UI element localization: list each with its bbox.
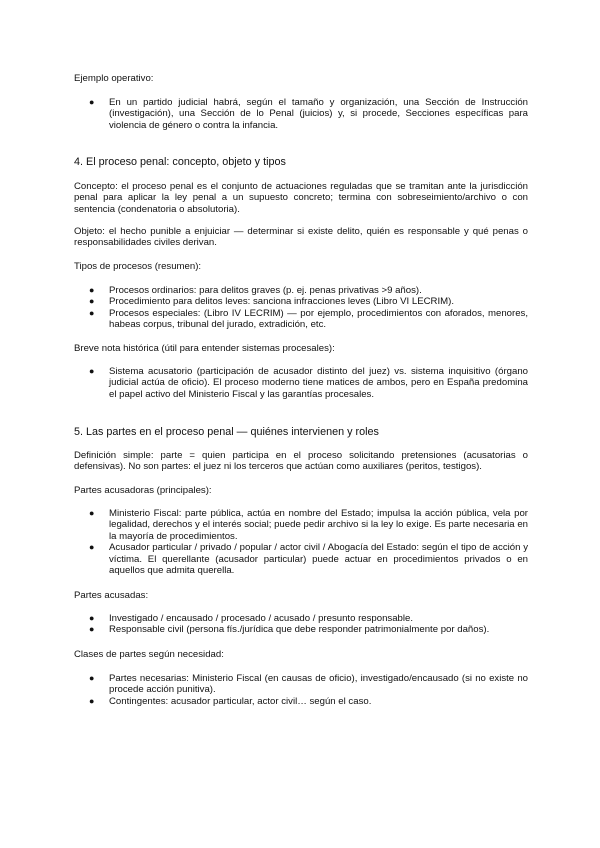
bullet-icon: ●: [89, 542, 95, 553]
s4-nota-list: [74, 366, 528, 400]
s4-objeto: Objeto: el hecho punible a enjuiciar — determinar si existe delito, quién es responsable y qué penas o responsabilidades civiles derivan.: [74, 226, 528, 249]
list-item: ● Procedimiento para delitos leves: sanciona infracciones leves (Libro VI LECRIM).: [89, 296, 455, 308]
section-4-title: 4. El proceso penal: concepto, objeto y tipos: [74, 156, 286, 168]
list-item: ● Procesos especiales: (Libro IV LECRIM) — por ejemplo, procedimientos con aforados, menores, habeas corpus, tribunal del jurado, extradición, etc.: [89, 307, 528, 331]
list-item: ● Investigado / encausado / procesado / acusado / presunto responsable.: [89, 613, 414, 624]
list-item: ● Acusador particular / privado / popular / actor civil / Abogacía del Estado: según el tipo de acción y víctima. El querellante (acusador particular) puede actuar en procedimientos privados o en aquellos que admita querella.: [89, 542, 528, 577]
s4-tipos-label: Tipos de procesos (resumen):: [74, 261, 202, 272]
bullet-icon: ●: [89, 366, 95, 376]
ejemplo-label: Ejemplo operativo:: [74, 73, 154, 84]
list-item: ● Responsable civil (persona fís./jurídica que debe responder patrimonialmente por daños).: [89, 624, 490, 636]
bullet-icon: ●: [89, 307, 95, 318]
list-item: ● En un partido judicial habrá, según el tamaño y organización, una Sección de Instrucción (investigación), una Sección de lo Penal (juicios) y, si procede, Secciones específicas para violencia de género o contra la infancia.: [89, 97, 528, 131]
list-item: ● Sistema acusatorio (participación de acusador distinto del juez) vs. sistema inquisitivo (órgano judicial actúa de oficio). El proceso moderno tiene matices de ambos, pero en España predomina el papel activo del Ministerio Fiscal y las garantías procesales.: [89, 366, 528, 400]
bullet-icon: ●: [89, 508, 95, 518]
list-item: ● Procesos ordinarios: para delitos graves (p. ej. penas privativas >9 años).: [89, 285, 422, 296]
list-item: ● Ministerio Fiscal: parte pública, actúa en nombre del Estado; impulsa la acción pública, vela por legalidad, derechos y el interés social; puede pedir archivo si la ley lo exige. Es parte necesaria en la mayoría de procedimientos.: [89, 508, 528, 542]
bullet-icon: ●: [89, 285, 95, 295]
bullet-icon: ●: [89, 296, 95, 307]
s5-clases-label: Clases de partes según necesidad:: [74, 649, 224, 660]
s4-nota-label: Breve nota histórica (útil para entender sistemas procesales):: [74, 343, 335, 354]
s4-tipos-list: [74, 285, 528, 331]
bullet-icon: ●: [89, 673, 95, 683]
list-item: ● Contingentes: acusador particular, actor civil… según el caso.: [89, 695, 372, 707]
bullet-icon: ●: [89, 624, 95, 635]
s5-definicion: Definición simple: parte = quien participa en el proceso solicitando pretensiones (acusatorias o defensivas). No son partes: el juez ni los terceros que actúan como auxiliares (peritos, testigos).: [74, 450, 528, 473]
section-5-title: 5. Las partes en el proceso penal — quiénes intervienen y roles: [74, 426, 379, 438]
s5-acusadas-label: Partes acusadas:: [74, 590, 149, 601]
bullet-icon: ●: [89, 97, 95, 107]
ejemplo-list: [74, 97, 528, 131]
s4-concepto: Concepto: el proceso penal es el conjunto de actuaciones reguladas que se tramitan ante la jurisdicción penal para aplicar la ley penal a un supuesto concreto; termina con sobreseimiento/archivo o con sentencia (condenatoria o absolutoria).: [74, 181, 528, 215]
s5-acusadoras-label: Partes acusadoras (principales):: [74, 485, 212, 496]
list-item: ● Partes necesarias: Ministerio Fiscal (en causas de oficio), investigado/encausado (si no existe no procede acción punitiva).: [89, 673, 528, 696]
s5-clases-list: [74, 673, 528, 707]
bullet-icon: ●: [89, 613, 95, 623]
s5-acusadoras-list: [74, 508, 528, 576]
bullet-icon: ●: [89, 695, 95, 706]
s5-acusadas-list: [74, 613, 528, 636]
